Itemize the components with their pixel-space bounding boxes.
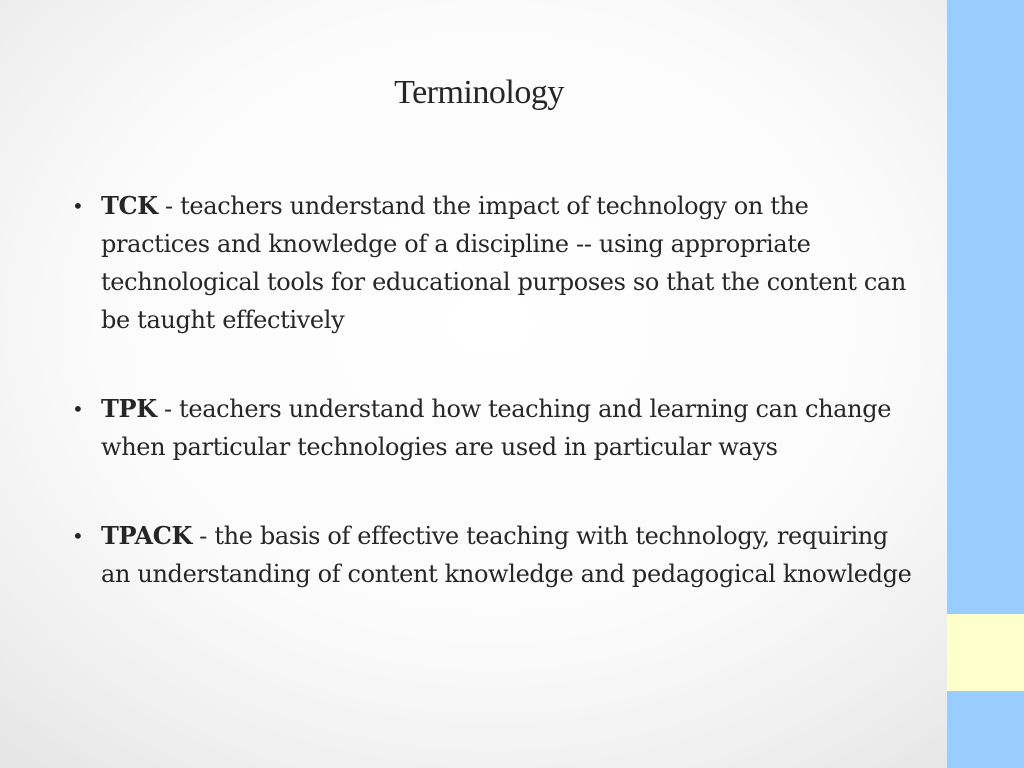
bullet-text: teachers understand the impact of technology on the practices and knowledge of a discipline -- using appropriate technological tools for educational purposes so that the content can be taught effectively [101, 192, 906, 334]
bullet-separator: - [157, 192, 181, 220]
bullet-term: TPACK [101, 521, 192, 550]
decorative-side-band [947, 0, 1024, 768]
bullet-item-tpk [72, 390, 912, 466]
bullet-separator: - [192, 522, 215, 550]
slide-title: Terminology [394, 74, 564, 111]
bullet-icon: • [72, 524, 84, 548]
bullet-icon: • [72, 194, 84, 218]
bullet-item-tpack [72, 517, 912, 593]
bullet-icon: • [72, 397, 84, 421]
bullet-separator: - [156, 395, 180, 423]
bullet-text: teachers understand how teaching and learning can change when particular technologies are used in particular ways [101, 395, 892, 461]
bullet-list [72, 187, 912, 593]
bullet-item-tck [72, 187, 912, 339]
bullet-text: the basis of effective teaching with technology, requiring an understanding of content knowledge and pedagogical knowledge [101, 522, 912, 588]
decorative-accent-block [947, 614, 1024, 691]
bullet-term: TCK [101, 191, 158, 220]
bullet-term: TPK [101, 394, 157, 423]
